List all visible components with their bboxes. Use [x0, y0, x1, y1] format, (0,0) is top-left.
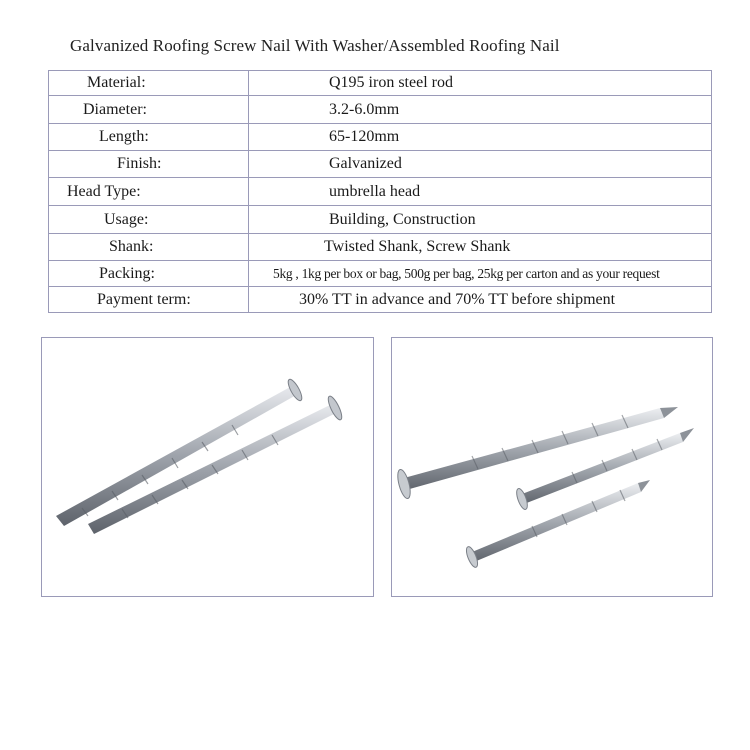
spec-label: Diameter:: [83, 100, 147, 118]
nail-illustration-left: [42, 338, 373, 596]
spec-value-cell: [249, 234, 712, 261]
spec-label-cell: [49, 287, 249, 313]
spec-value-cell: [249, 206, 712, 234]
spec-value-cell: [249, 124, 712, 151]
spec-label: Length:: [99, 128, 149, 145]
spec-row: [49, 287, 712, 313]
spec-label-cell: [49, 234, 249, 261]
spec-label: Finish:: [117, 155, 162, 172]
spec-label: Packing:: [99, 264, 155, 282]
spec-value-cell: [249, 96, 712, 124]
spec-value-cell: [249, 287, 712, 313]
spec-label-cell: [49, 261, 249, 287]
spec-row: [49, 96, 712, 124]
spec-row: [49, 206, 712, 234]
spec-value: Building, Construction: [329, 210, 476, 228]
spec-row: [49, 261, 712, 287]
spec-row: [49, 178, 712, 206]
spec-label-cell: [49, 71, 249, 96]
spec-value-cell: [249, 178, 712, 206]
two-twisted-nails-photo: [41, 337, 374, 597]
spec-row: [49, 151, 712, 178]
page-title: Galvanized Roofing Screw Nail With Washer/Assembled Roofing Nail: [70, 36, 560, 55]
spec-value: 65-120mm: [329, 128, 400, 145]
spec-label-cell: [49, 151, 249, 178]
spec-row: [49, 71, 712, 96]
spec-label: Usage:: [104, 210, 149, 228]
spec-label-cell: [49, 124, 249, 151]
spec-label: Head Type:: [67, 182, 141, 200]
nail-illustration-right: [392, 338, 712, 596]
spec-value: umbrella head: [329, 182, 421, 200]
spec-label-cell: [49, 206, 249, 234]
spec-row: [49, 234, 712, 261]
spec-label-cell: [49, 178, 249, 206]
spec-value-cell: [249, 261, 712, 287]
spec-label: Material:: [87, 74, 146, 91]
spec-value: Q195 iron steel rod: [329, 74, 453, 91]
spec-value: 5kg , 1kg per box or bag, 500g per bag, 25kg per carton and as your request: [273, 265, 660, 281]
spec-label-cell: [49, 96, 249, 124]
spec-value: 3.2-6.0mm: [329, 100, 400, 118]
spec-value: Twisted Shank, Screw Shank: [324, 238, 511, 255]
spec-value: Galvanized: [329, 155, 402, 172]
spec-label: Payment term:: [97, 290, 191, 308]
spec-value-cell: [249, 151, 712, 178]
spec-row: [49, 124, 712, 151]
spec-label: Shank:: [109, 238, 154, 255]
spec-value-cell: [249, 71, 712, 96]
spec-value: 30% TT in advance and 70% TT before shipment: [299, 290, 616, 308]
spec-table: [48, 70, 712, 313]
three-twisted-nails-photo: [391, 337, 713, 597]
